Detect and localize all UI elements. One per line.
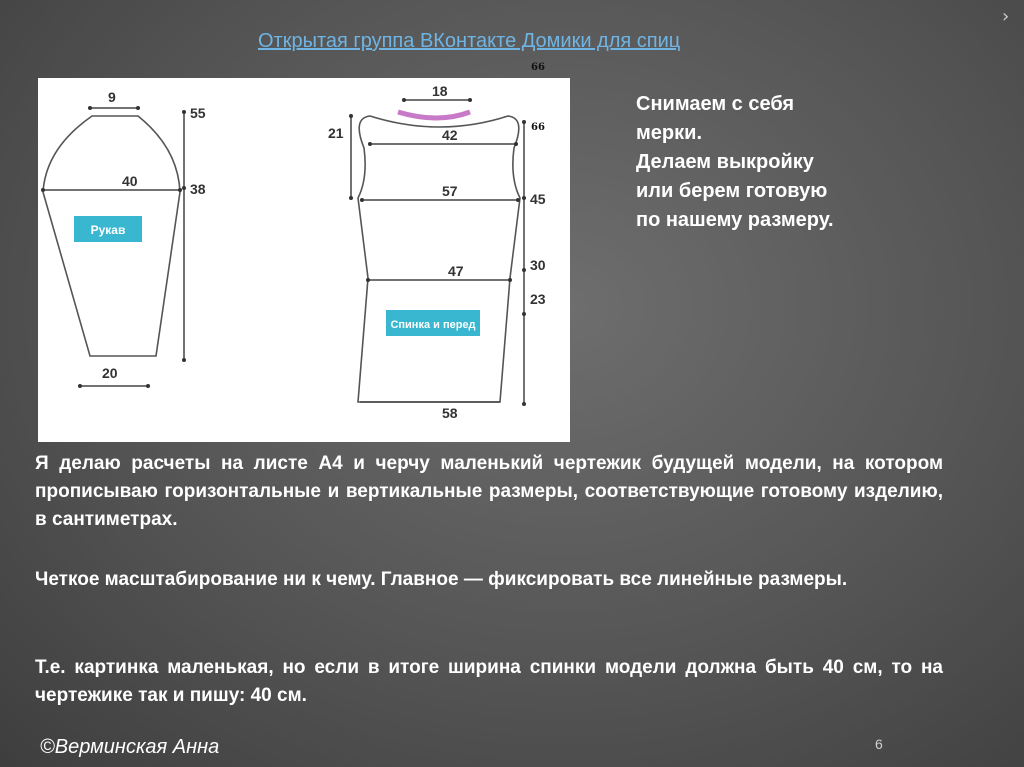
author-credit: ©Верминская Анна: [40, 736, 220, 758]
bottom-width: 58: [442, 405, 458, 421]
armhole-left: 21: [328, 125, 344, 141]
body-label: Спинка и перед: [390, 319, 476, 331]
side-line: или берем готовую: [636, 180, 828, 202]
side-instructions: [636, 90, 966, 235]
marker-label-side: 66: [531, 122, 545, 133]
sleeve-bottom-width: 20: [102, 365, 118, 381]
body-shape: [358, 116, 520, 402]
paragraph-2: Четкое масштабирование ни к чему. Главное — фиксировать все линейные размеры.: [35, 569, 848, 590]
marker-label-top: 66: [531, 62, 545, 73]
waist-width: 47: [448, 263, 464, 279]
neck-width: 18: [432, 83, 448, 99]
chevron-icon: ›: [1002, 6, 1010, 27]
armhole-depth: 45: [530, 191, 546, 207]
neck-band: [398, 112, 470, 118]
sleeve-top-width: 9: [108, 89, 116, 105]
sleeve-label: Рукав: [90, 223, 126, 237]
side-line: по нашему размеру.: [636, 209, 834, 231]
sleeve-width: 40: [122, 173, 138, 189]
chest-width: 57: [442, 183, 458, 199]
sleeve-cap-height: 38: [190, 181, 206, 197]
hip-height: 23: [530, 291, 546, 307]
vk-group-link[interactable]: Открытая группа ВКонтакте Домики для спиц: [258, 30, 681, 52]
waist-height: 30: [530, 257, 546, 273]
page-number: 6: [875, 736, 883, 752]
paragraph-1: Я делаю расчеты на листе А4 и черчу маленький чертежик будущей модели, на котором прописываю горизонтальные и вертикальные размеры, соответствующие готовому изделию, в сантиметрах.: [35, 453, 943, 530]
shoulder-width: 42: [442, 127, 458, 143]
sleeve-total-height: 55: [190, 105, 206, 121]
pattern-diagram: [38, 78, 570, 442]
pattern-svg: [38, 78, 570, 442]
side-line: Делаем выкройку: [636, 151, 814, 173]
side-line: мерки.: [636, 122, 702, 144]
side-line: Снимаем с себя: [636, 93, 795, 115]
paragraph-3: Т.е. картинка маленькая, но если в итоге ширина спинки модели должна быть 40 см, то на чертежике так и пишу: 40 см.: [35, 657, 943, 706]
